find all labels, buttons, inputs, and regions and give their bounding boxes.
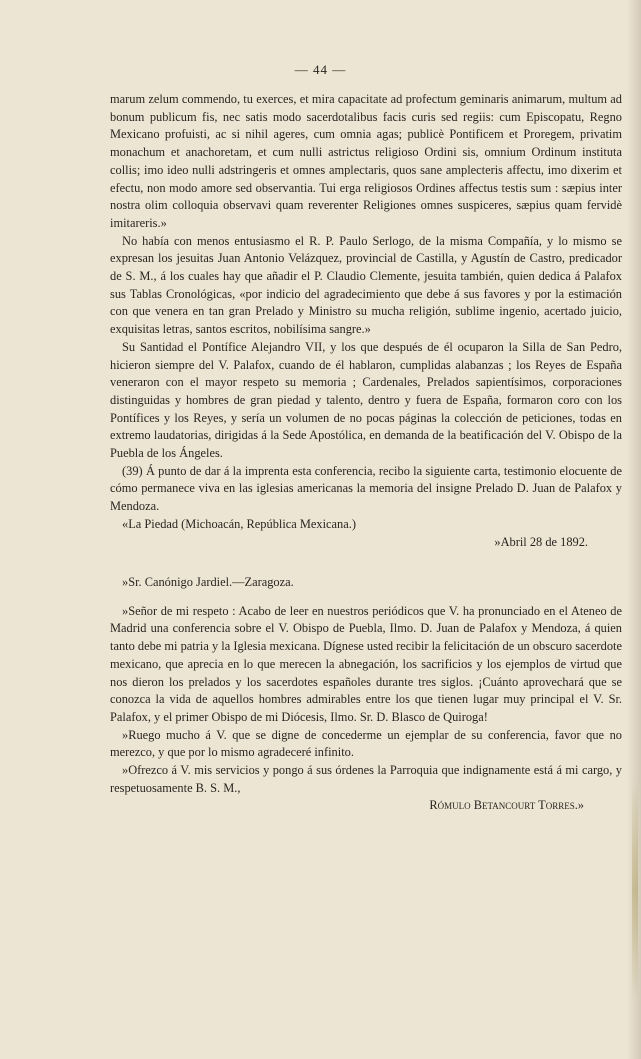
footnote-39-paragraph: (39) Á punto de dar á la imprenta esta conferencia, recibo la siguiente carta, testimonio elocuente de cómo permanece viva en las iglesias americanas la memoria del insigne Prelado D. Juan de Palafox y Mendoza. — [110, 463, 622, 514]
paragraph-alejandro-vii: Su Santidad el Pontífice Alejandro VII, y los que después de él ocuparon la Silla de San Pedro, hicieron siempre del V. Palafox, cuando de él hablaron, cumplidas alabanzas ; los Reyes de España veneraron con el mayor respeto su memoria ; Cardenales, Prelados sapientísimos, corporaciones distinguidas y hombres de gran piedad y talento, dentro y fuera de España, formaron coro con los Pontífices y los Reyes, y sería un volumen de no pocas páginas la colección de peticiones, todas en extremo laudatorias, dirigidas á la Sede Apostólica, en demanda de la beatificación del V. Obispo de la Puebla de los Ángeles. — [110, 339, 622, 461]
letter-place-line: «La Piedad (Michoacán, República Mexicana.) — [122, 516, 356, 531]
letter-paragraph-ofrezco: »Ofrezco á V. mis servicios y pongo á sus órdenes la Parroquia que indignamente está á mi cargo, y respetuosamente B. S. M., — [110, 763, 622, 795]
letter-body — [110, 574, 622, 815]
latin-quote-paragraph: marum zelum commendo, tu exerces, et mira capacitate ad profectum geminaris animarum, multum ad bonum publicum fis, nec satis modo sacerdotalibus facis curis sed regiis: cum Episcopatu, Regno Mexicano profuisti, ac si nihil ageres, cum omnia agas; publicè Pontificem et Proregem, privatim monachum et anachoretam, et cum nulli astrictus religioso Ordini sis, omnium Ordinum instituta collis; imo ideo nulli adstringeris et omnes amplectaris, quos sane amplecteris affectu, imo dixerim et efectu, non modo amore sed observantia. Tui erga religiosos Ordines affectus testis sum : sæpius inter nostra olim colloquia observavi quam reverenter Religiones omnes suspiceres, sæpius quam fervidè imitareris.» — [110, 92, 622, 230]
page-edge-stain — [632, 780, 638, 1000]
body-text-top — [110, 91, 622, 551]
letter-signature: Rómulo Betancourt Torres.» — [429, 798, 584, 813]
page-number: — 44 — — [294, 62, 347, 77]
paragraph-serlogo: No había con menos entusiasmo el R. P. Paulo Serlogo, de la misma Compañía, y lo mismo se expresan los jesuitas Juan Antonio Velázquez, provincial de Castilla, y Agustín de Castro, predicador de S. M., á los cuales hay que añadir el P. Claudio Clemente, jesuita también, quien dedica á Palafox sus Tablas Cronológicas, «por indicio del agradecimiento que debe á sus favores y por la estimación con que venera en tan gran Prelado y Ministro su mucha religión, sublime ingenio, acertado juicio, exquisitas letras, santos escritos, nobilísima sangre.» — [110, 233, 622, 337]
letter-paragraph-ruego: »Ruego mucho á V. que se digne de concederme un ejemplar de su conferencia, favor que no merezco, y que por lo mismo agradeceré infinito. — [110, 727, 622, 760]
letter-paragraph-respeto: »Señor de mi respeto : Acabo de leer en nuestros periódicos que V. ha pronunciado en el Ateneo de Madrid una conferencia sobre el V. Obispo de Puebla, Ilmo. D. Juan de Palafox y Mendoza, á quien tanto debe mi patria y la Iglesia mexicana. Dígnese usted recibir la felicitación de un obscuro sacerdote mexicano, que aprecia en lo que merecen la abnegación, los sacrificios y los ejemplos de virtud que nos dieron los prelados y los sacerdotes españoles durante tres siglos. ¡Cuánto aprovechará que se conozca la vida de aquellos hombres admirables entre los que tienen lugar muy principal el V. Sr. Palafox, y el primer Obispo de mi Diócesis, Ilmo. Sr. D. Blasco de Quiroga! — [110, 603, 622, 724]
letter-addressee: »Sr. Canónigo Jardiel.—Zaragoza. — [122, 575, 294, 589]
letter-date-line: »Abril 28 de 1892. — [494, 534, 588, 549]
